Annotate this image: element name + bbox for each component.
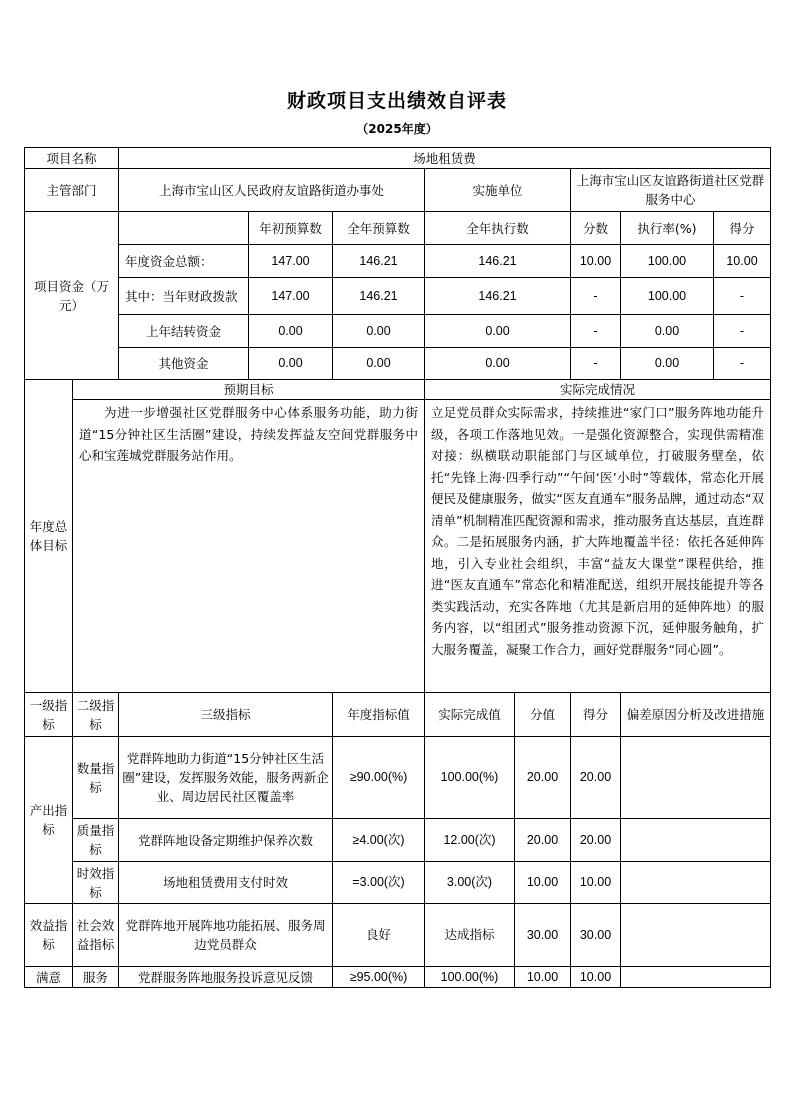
indicator-target: ≥95.00(%): [332, 966, 425, 988]
indicator-note: [620, 966, 771, 988]
funds-row-value: -: [570, 314, 621, 348]
indicator-level2: 服务: [72, 966, 119, 988]
dept-value: 上海市宝山区人民政府友谊路街道办事处: [118, 168, 425, 212]
funds-row-value: 100.00: [620, 277, 714, 315]
indicator-score: 10.00: [570, 966, 621, 988]
funds-row-value: 10.00: [713, 244, 771, 278]
goals-actual-text: 立足党员群众实际需求，持续推进“家门口”服务阵地功能升级，各项工作落地见效。一是强化资源整合，实现供需精准对接：纵横联动职能部门与区域单位，打破服务壁垒，依托“先锋上海·四季行动”“午间‘医’小时”等载体，常态化开展便民及健康服务，做实“医友直通车”服务品牌，通过动态“双清单”机制精准匹配资源和需求，推动服务直达基层，直连群众。二是拓展服务内涵，扩大阵地覆盖半径：依托各延伸阵地，引入专业社会组织，丰富“益友大课堂”课程供给，推进“医友直通车”常态化和精准配送，组织开展技能提升等各类实践活动，充实各阵地（尤其是新启用的延伸阵地）的服务内容，以“组团式”服务推动资源下沉，延伸服务触角，扩大服务覆盖，凝聚工作合力，画好党群服务“同心圆”。: [424, 399, 771, 693]
indicator-level2: 数量指标: [72, 736, 119, 819]
funds-row-value: 147.00: [248, 244, 333, 278]
funds-row-value: 0.00: [620, 314, 714, 348]
goals-actual-header: 实际完成情况: [424, 379, 771, 400]
goals-expected-header: 预期目标: [72, 379, 425, 400]
funds-row-value: 0.00: [248, 314, 333, 348]
indicator-score: 20.00: [570, 736, 621, 819]
funds-row-value: 0.00: [248, 347, 333, 380]
indicator-weight: 10.00: [514, 861, 571, 904]
indicator-weight: 20.00: [514, 818, 571, 862]
funds-row-value: -: [570, 277, 621, 315]
indicator-level3: 场地租赁费用支付时效: [118, 861, 333, 904]
indicator-score: 20.00: [570, 818, 621, 862]
indicator-weight: 30.00: [514, 903, 571, 967]
funds-header-1: 全年预算数: [332, 211, 425, 245]
goals-label: 年度总体目标: [24, 379, 73, 693]
impl-unit-label: 实施单位: [424, 168, 571, 212]
funds-row-value: -: [713, 277, 771, 315]
indicator-header-5: 分值: [514, 692, 571, 737]
indicator-actual: 100.00(%): [424, 966, 515, 988]
indicator-level2: 时效指标: [72, 861, 119, 904]
indicator-actual: 12.00(次): [424, 818, 515, 862]
page-title: 财政项目支出绩效自评表: [286, 90, 507, 112]
indicator-note: [620, 861, 771, 904]
indicator-level3: 党群阵地开展阵地功能拓展、服务周边党员群众: [118, 903, 333, 967]
indicator-level3: 党群服务阵地服务投诉意见反馈: [118, 966, 333, 988]
funds-row-value: 0.00: [424, 347, 571, 380]
page-subtitle: （2025年度）: [356, 122, 438, 136]
funds-header-0: 年初预算数: [248, 211, 333, 245]
indicator-level3: 党群阵地设备定期维护保养次数: [118, 818, 333, 862]
indicator-level1: 产出指标: [24, 736, 73, 904]
indicator-target: ≥4.00(次): [332, 818, 425, 862]
indicator-target: =3.00(次): [332, 861, 425, 904]
funds-row-name: 年度资金总额：: [118, 244, 249, 278]
funds-header-2: 全年执行数: [424, 211, 571, 245]
funds-row-value: 146.21: [332, 244, 425, 278]
indicator-header-4: 实际完成值: [424, 692, 515, 737]
indicator-level1: 满意: [24, 966, 73, 988]
funds-row-value: 146.21: [424, 277, 571, 315]
funds-header-3: 分数: [570, 211, 621, 245]
funds-row-value: 0.00: [424, 314, 571, 348]
indicator-target: 良好: [332, 903, 425, 967]
funds-row-value: 146.21: [332, 277, 425, 315]
indicator-level2: 社会效益指标: [72, 903, 119, 967]
funds-row-value: 10.00: [570, 244, 621, 278]
funds-row-name: 上年结转资金: [118, 314, 249, 348]
indicator-weight: 20.00: [514, 736, 571, 819]
dept-label: 主管部门: [24, 168, 119, 212]
funds-row-value: -: [713, 347, 771, 380]
funds-row-name: 其中：当年财政拨款: [118, 277, 249, 315]
indicator-actual: 达成指标: [424, 903, 515, 967]
funds-row-value: 0.00: [620, 347, 714, 380]
indicator-note: [620, 903, 771, 967]
indicator-header-7: 偏差原因分析及改进措施: [620, 692, 771, 737]
impl-unit-value: 上海市宝山区友谊路街道社区党群服务中心: [570, 168, 771, 212]
goals-expected-text: 为进一步增强社区党群服务中心体系服务功能，助力街道“15分钟社区生活圈”建设，持续发挥益友空间党群服务中心和宝莲城党群服务站作用。: [72, 399, 425, 693]
funds-row-value: -: [570, 347, 621, 380]
indicator-actual: 100.00(%): [424, 736, 515, 819]
funds-label: 项目资金（万元）: [24, 211, 119, 380]
indicator-score: 10.00: [570, 861, 621, 904]
indicator-target: ≥90.00(%): [332, 736, 425, 819]
funds-row-name: 其他资金: [118, 347, 249, 380]
funds-header-5: 得分: [713, 211, 771, 245]
funds-header-blank: [118, 211, 249, 245]
indicator-note: [620, 818, 771, 862]
indicator-note: [620, 736, 771, 819]
indicator-header-1: 二级指标: [72, 692, 119, 737]
funds-header-4: 执行率(%): [620, 211, 714, 245]
project-name-value: 场地租赁费: [118, 147, 771, 169]
project-name-label: 项目名称: [24, 147, 119, 169]
funds-row-value: 147.00: [248, 277, 333, 315]
funds-row-value: 100.00: [620, 244, 714, 278]
funds-row-value: -: [713, 314, 771, 348]
indicator-header-0: 一级指标: [24, 692, 73, 737]
indicator-level3: 党群阵地助力街道“15分钟社区生活圈”建设，发挥服务效能，服务两新企业、周边居民社区覆盖率: [118, 736, 333, 819]
indicator-level2: 质量指标: [72, 818, 119, 862]
indicator-header-2: 三级指标: [118, 692, 333, 737]
indicator-header-6: 得分: [570, 692, 621, 737]
indicator-weight: 10.00: [514, 966, 571, 988]
indicator-actual: 3.00(次): [424, 861, 515, 904]
funds-row-value: 146.21: [424, 244, 571, 278]
funds-row-value: 0.00: [332, 314, 425, 348]
indicator-header-3: 年度指标值: [332, 692, 425, 737]
funds-row-value: 0.00: [332, 347, 425, 380]
indicator-level1: 效益指标: [24, 903, 73, 967]
indicator-score: 30.00: [570, 903, 621, 967]
